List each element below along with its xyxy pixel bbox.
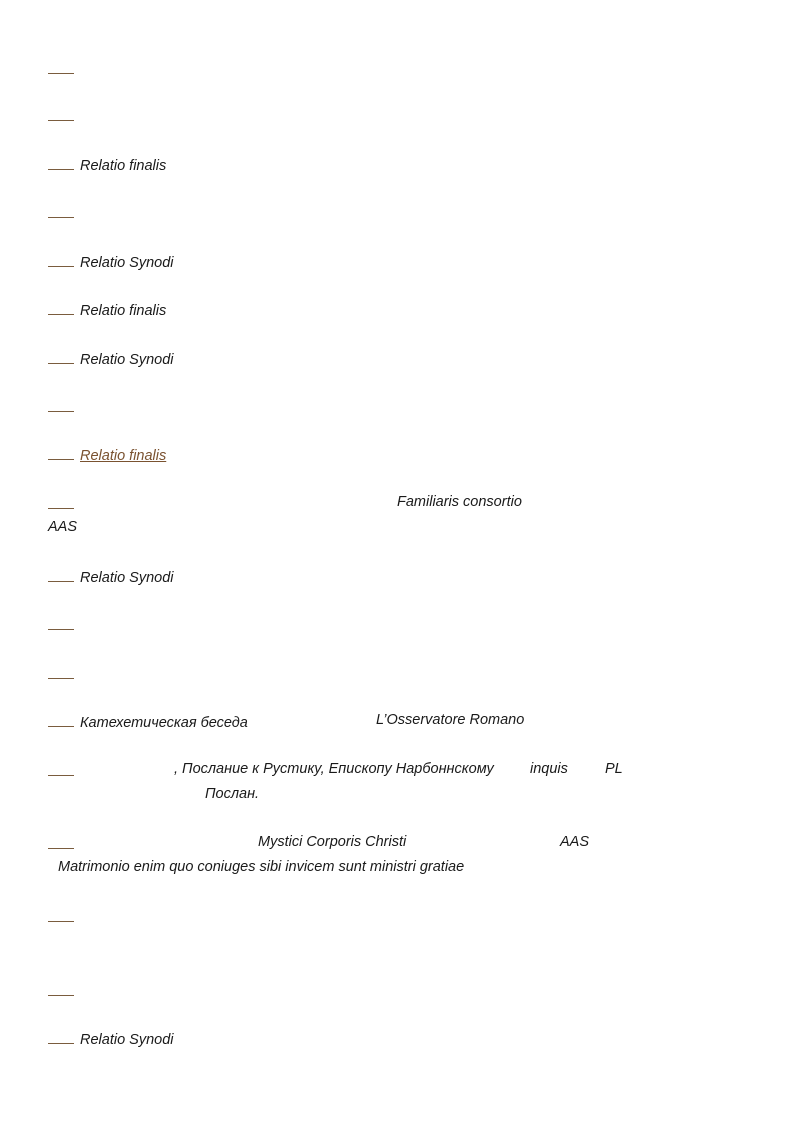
footnote-marker[interactable]	[48, 614, 74, 630]
footnote-line	[48, 711, 248, 732]
footnote-text: Relatio Synodi	[80, 352, 174, 368]
footnote-text: Mystici Corporis Christi	[258, 834, 407, 850]
footnote-line	[48, 833, 80, 854]
footnote-marker[interactable]	[48, 566, 74, 582]
footnote-marker[interactable]	[48, 906, 74, 922]
footnote-marker[interactable]	[48, 980, 74, 996]
footnote-source: PL	[605, 761, 623, 777]
footnote-text: Relatio Synodi	[80, 1032, 174, 1048]
footnote-line	[48, 566, 174, 587]
footnote-marker[interactable]	[48, 396, 74, 412]
footnote-line	[48, 614, 80, 635]
footnote-continuation: Послан.	[205, 786, 260, 802]
footnote-marker[interactable]	[48, 105, 74, 121]
footnote-line	[48, 299, 166, 320]
footnote-marker[interactable]	[48, 1028, 74, 1044]
footnote-line	[48, 1028, 174, 1049]
footnote-inquis: inquis	[530, 761, 568, 777]
footnote-text: Катехетическая беседа	[80, 715, 248, 731]
footnote-line	[48, 980, 80, 1001]
footnote-line	[48, 348, 174, 369]
footnote-line	[48, 251, 174, 272]
footnote-marker[interactable]	[48, 493, 74, 509]
footnote-line	[48, 58, 80, 79]
footnote-line	[48, 906, 80, 927]
footnote-continuation: Matrimonio enim quo coniuges sibi invicem sunt ministri gratiae	[58, 859, 465, 875]
footnote-marker[interactable]	[48, 154, 74, 170]
footnote-line	[48, 154, 166, 175]
footnote-text: Relatio finalis	[80, 158, 167, 174]
footnote-text: , Послание к Рустику, Епископу Нарбоннскому	[174, 761, 494, 777]
footnote-marker[interactable]	[48, 202, 74, 218]
footnote-continuation: AAS	[48, 519, 78, 535]
footnote-text: Relatio Synodi	[80, 255, 174, 271]
footnote-marker[interactable]	[48, 58, 74, 74]
footnote-marker[interactable]	[48, 348, 74, 364]
footnote-line	[48, 760, 80, 781]
footnote-marker[interactable]	[48, 663, 74, 679]
footnote-text: Relatio finalis	[80, 303, 167, 319]
footnote-line	[48, 202, 80, 223]
footnote-source: AAS	[560, 834, 590, 850]
footnote-marker[interactable]	[48, 833, 74, 849]
footnote-line	[48, 396, 80, 417]
footnote-marker[interactable]	[48, 711, 74, 727]
footnote-line	[48, 105, 80, 126]
footnote-source: L’Osservatore Romano	[376, 712, 525, 728]
footnote-line	[48, 663, 80, 684]
footnote-line	[48, 444, 166, 465]
footnote-marker[interactable]	[48, 251, 74, 267]
footnote-line	[48, 493, 80, 514]
footnote-text: Familiaris consortio	[397, 494, 522, 510]
footnote-marker[interactable]	[48, 299, 74, 315]
footnote-text: Relatio Synodi	[80, 570, 174, 586]
footnote-marker[interactable]	[48, 760, 74, 776]
footnote-marker[interactable]	[48, 444, 74, 460]
footnote-link[interactable]: Relatio finalis	[80, 448, 167, 464]
